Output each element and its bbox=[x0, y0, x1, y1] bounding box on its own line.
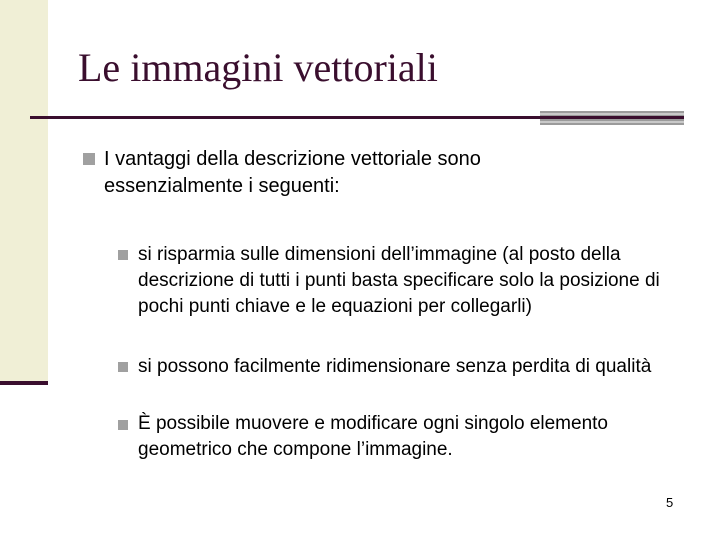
side-decoration-line bbox=[0, 381, 48, 385]
sub-bullet-marker bbox=[118, 420, 128, 430]
sub-bullet-text-1: si risparmia sulle dimensioni dell’immagine (al posto della descrizione di tutti i punti basta specificare solo la posizione di pochi punti chiave e le equazioni per collegarli) bbox=[138, 244, 660, 317]
sub-bullet-text-2: si possono facilmente ridimensionare senza perdita di qualità bbox=[138, 356, 652, 377]
side-decoration-band bbox=[0, 0, 48, 383]
bullet-marker bbox=[83, 153, 95, 165]
sub-bullet-marker bbox=[118, 250, 128, 260]
title-rule-accent-core bbox=[540, 116, 684, 119]
sub-bullet-text-3: È possibile muovere e modificare ogni singolo elemento geometrico che compone l’immagine. bbox=[138, 413, 608, 460]
slide-title: Le immagini vettoriali bbox=[78, 45, 438, 90]
page-number: 5 bbox=[666, 495, 674, 510]
main-bullet-text: I vantaggi della descrizione vettoriale sono essenzialmente i seguenti: bbox=[104, 148, 481, 197]
sub-bullet-marker bbox=[118, 362, 128, 372]
